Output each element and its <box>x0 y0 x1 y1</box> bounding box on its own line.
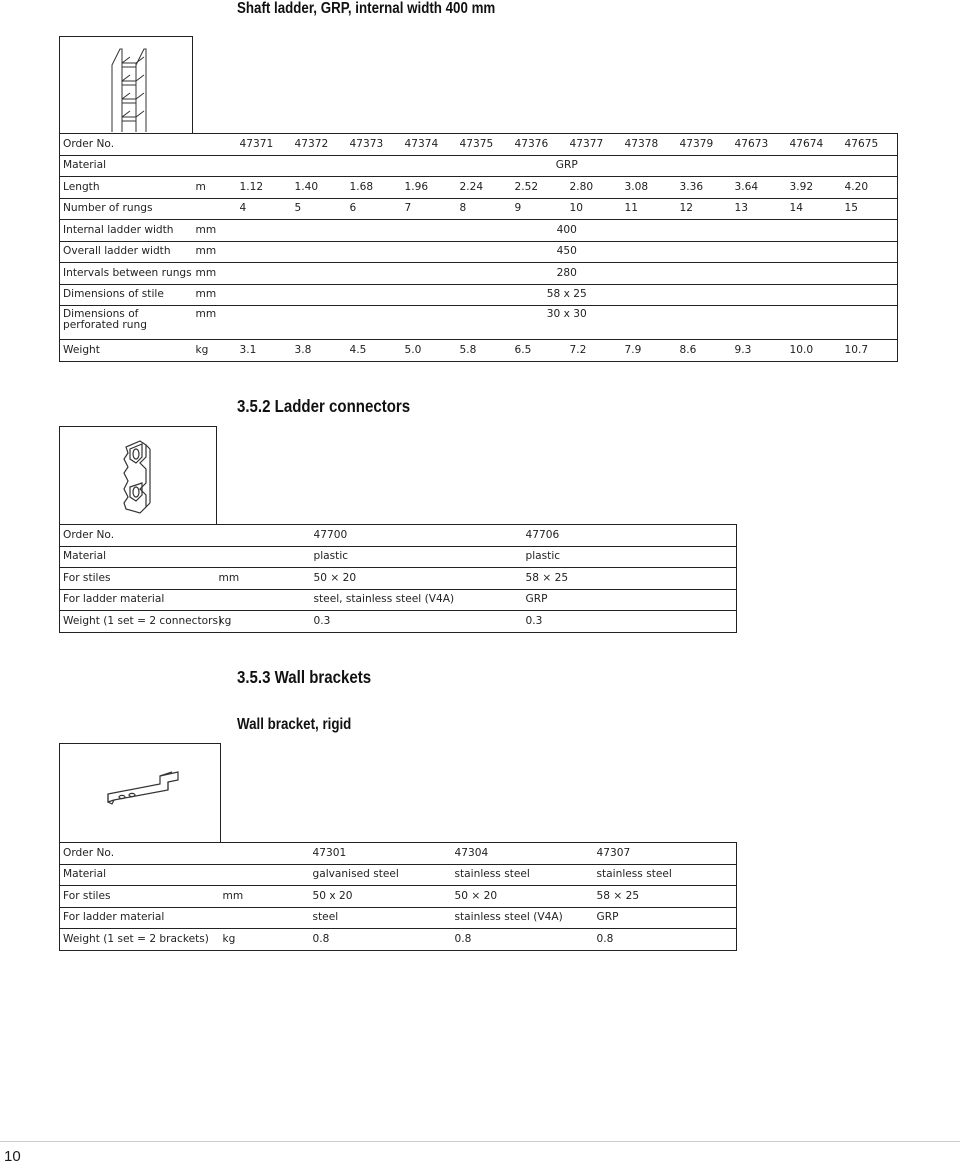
rungs-value: 7 <box>402 198 457 220</box>
rungs-value: 9 <box>512 198 567 220</box>
row-label: Internal ladder width <box>60 220 193 242</box>
unit: mm <box>220 886 310 908</box>
table-row <box>60 220 898 242</box>
row-label: Material <box>60 155 193 177</box>
connectors-spec-table <box>59 524 737 633</box>
intervals-value: 280 <box>237 263 898 285</box>
length-value: 4.20 <box>842 177 898 199</box>
row-label: Length <box>60 177 193 199</box>
rungs-value: 13 <box>732 198 787 220</box>
length-value: 3.92 <box>787 177 842 199</box>
table-row <box>60 263 898 285</box>
rungs-value: 11 <box>622 198 677 220</box>
ladder-material-value: steel, stainless steel (V4A) <box>311 589 523 611</box>
material-value: GRP <box>237 155 898 177</box>
footer-divider <box>0 1141 960 1142</box>
table-row <box>60 525 737 547</box>
table-row <box>60 134 898 156</box>
ladder-image-box <box>59 36 193 134</box>
connector-image-box <box>59 426 217 525</box>
section-heading-connectors: 3.5.2 Ladder connectors <box>237 396 411 416</box>
row-label: For stiles <box>60 886 220 908</box>
table-row <box>60 546 737 568</box>
unit: m <box>193 177 237 199</box>
rungs-value: 15 <box>842 198 898 220</box>
table-row <box>60 284 898 306</box>
order-no: 47379 <box>677 134 732 156</box>
unit: mm <box>193 306 237 340</box>
table-row <box>60 929 737 951</box>
order-no: 47673 <box>732 134 787 156</box>
row-label: Order No. <box>60 134 193 156</box>
order-no: 47706 <box>523 525 737 547</box>
weight-value: 0.3 <box>523 611 737 633</box>
overall-width-value: 450 <box>237 241 898 263</box>
row-label: For ladder material <box>60 907 220 929</box>
order-no: 47304 <box>452 843 594 865</box>
weight-value: 7.2 <box>567 340 622 362</box>
weight-value: 0.8 <box>310 929 452 951</box>
length-value: 3.64 <box>732 177 787 199</box>
unit: mm <box>216 568 311 590</box>
weight-value: 9.3 <box>732 340 787 362</box>
ladder-connector-illustration <box>60 427 216 524</box>
ladder-material-value: stainless steel (V4A) <box>452 907 594 929</box>
order-no: 47375 <box>457 134 512 156</box>
order-no: 47307 <box>594 843 737 865</box>
unit: mm <box>193 220 237 242</box>
row-label: Weight (1 set = 2 connectors) <box>60 611 216 633</box>
rungs-value: 5 <box>292 198 347 220</box>
length-value: 3.08 <box>622 177 677 199</box>
table-row <box>60 568 737 590</box>
length-value: 2.24 <box>457 177 512 199</box>
table-row <box>60 611 737 633</box>
table-row <box>60 843 737 865</box>
subheading-wall-bracket: Wall bracket, rigid <box>237 716 352 733</box>
weight-value: 0.3 <box>311 611 523 633</box>
rung-value: 30 x 30 <box>237 306 898 340</box>
row-label: Dimensions of stile <box>60 284 193 306</box>
row-label: Number of rungs <box>60 198 193 220</box>
weight-value: 5.0 <box>402 340 457 362</box>
rungs-value: 4 <box>237 198 292 220</box>
table-row <box>60 886 737 908</box>
table-row <box>60 241 898 263</box>
table-row <box>60 864 737 886</box>
ladder-material-value: steel <box>310 907 452 929</box>
order-no: 47674 <box>787 134 842 156</box>
material-value: plastic <box>311 546 523 568</box>
order-no: 47373 <box>347 134 402 156</box>
length-value: 1.40 <box>292 177 347 199</box>
length-value: 1.96 <box>402 177 457 199</box>
order-no: 47372 <box>292 134 347 156</box>
stile-value: 58 x 25 <box>237 284 898 306</box>
weight-value: 5.8 <box>457 340 512 362</box>
stiles-value: 58 × 25 <box>594 886 737 908</box>
row-label: Weight (1 set = 2 brackets) <box>60 929 220 951</box>
brackets-spec-table <box>59 842 737 951</box>
ladder-material-value: GRP <box>594 907 737 929</box>
order-no: 47376 <box>512 134 567 156</box>
unit: kg <box>216 611 311 633</box>
table-row <box>60 589 737 611</box>
row-label: Order No. <box>60 843 220 865</box>
material-value: plastic <box>523 546 737 568</box>
order-no: 47301 <box>310 843 452 865</box>
page-number: 10 <box>4 1148 21 1165</box>
weight-value: 7.9 <box>622 340 677 362</box>
table-row <box>60 907 737 929</box>
unit: kg <box>220 929 310 951</box>
shaft-ladder-illustration <box>60 37 192 133</box>
length-value: 3.36 <box>677 177 732 199</box>
table-row <box>60 306 898 340</box>
bracket-image-box <box>59 743 221 843</box>
length-value: 2.52 <box>512 177 567 199</box>
table-row <box>60 155 898 177</box>
ladder-material-value: GRP <box>523 589 737 611</box>
row-label: Overall ladder width <box>60 241 193 263</box>
order-no: 47371 <box>237 134 292 156</box>
weight-value: 6.5 <box>512 340 567 362</box>
row-label: Material <box>60 546 216 568</box>
rungs-value: 14 <box>787 198 842 220</box>
order-no: 47377 <box>567 134 622 156</box>
length-value: 1.68 <box>347 177 402 199</box>
row-label: Weight <box>60 340 193 362</box>
unit: kg <box>193 340 237 362</box>
material-value: stainless steel <box>594 864 737 886</box>
weight-value: 4.5 <box>347 340 402 362</box>
ladder-spec-table <box>59 133 898 362</box>
rungs-value: 10 <box>567 198 622 220</box>
order-no: 47378 <box>622 134 677 156</box>
internal-width-value: 400 <box>237 220 898 242</box>
length-value: 1.12 <box>237 177 292 199</box>
rungs-value: 12 <box>677 198 732 220</box>
order-no: 47675 <box>842 134 898 156</box>
unit: mm <box>193 263 237 285</box>
weight-value: 0.8 <box>594 929 737 951</box>
rungs-value: 8 <box>457 198 512 220</box>
unit: mm <box>193 284 237 306</box>
section-heading-brackets: 3.5.3 Wall brackets <box>237 667 372 687</box>
table-row <box>60 198 898 220</box>
wall-bracket-illustration <box>60 744 220 842</box>
table-row <box>60 177 898 199</box>
page-title: Shaft ladder, GRP, internal width 400 mm <box>237 0 496 17</box>
stiles-value: 50 × 20 <box>311 568 523 590</box>
length-value: 2.80 <box>567 177 622 199</box>
row-label: Intervals between rungs <box>60 263 193 285</box>
rungs-value: 6 <box>347 198 402 220</box>
row-label: Material <box>60 864 220 886</box>
weight-value: 3.8 <box>292 340 347 362</box>
unit: mm <box>193 241 237 263</box>
row-label: For ladder material <box>60 589 216 611</box>
stiles-value: 50 x 20 <box>310 886 452 908</box>
weight-value: 10.7 <box>842 340 898 362</box>
weight-value: 8.6 <box>677 340 732 362</box>
material-value: stainless steel <box>452 864 594 886</box>
row-label: Order No. <box>60 525 216 547</box>
stiles-value: 58 × 25 <box>523 568 737 590</box>
weight-value: 3.1 <box>237 340 292 362</box>
stiles-value: 50 × 20 <box>452 886 594 908</box>
material-value: galvanised steel <box>310 864 452 886</box>
table-row <box>60 340 898 362</box>
row-label: Dimensions of perforated rung <box>60 306 193 340</box>
weight-value: 0.8 <box>452 929 594 951</box>
row-label: For stiles <box>60 568 216 590</box>
order-no: 47374 <box>402 134 457 156</box>
order-no: 47700 <box>311 525 523 547</box>
weight-value: 10.0 <box>787 340 842 362</box>
